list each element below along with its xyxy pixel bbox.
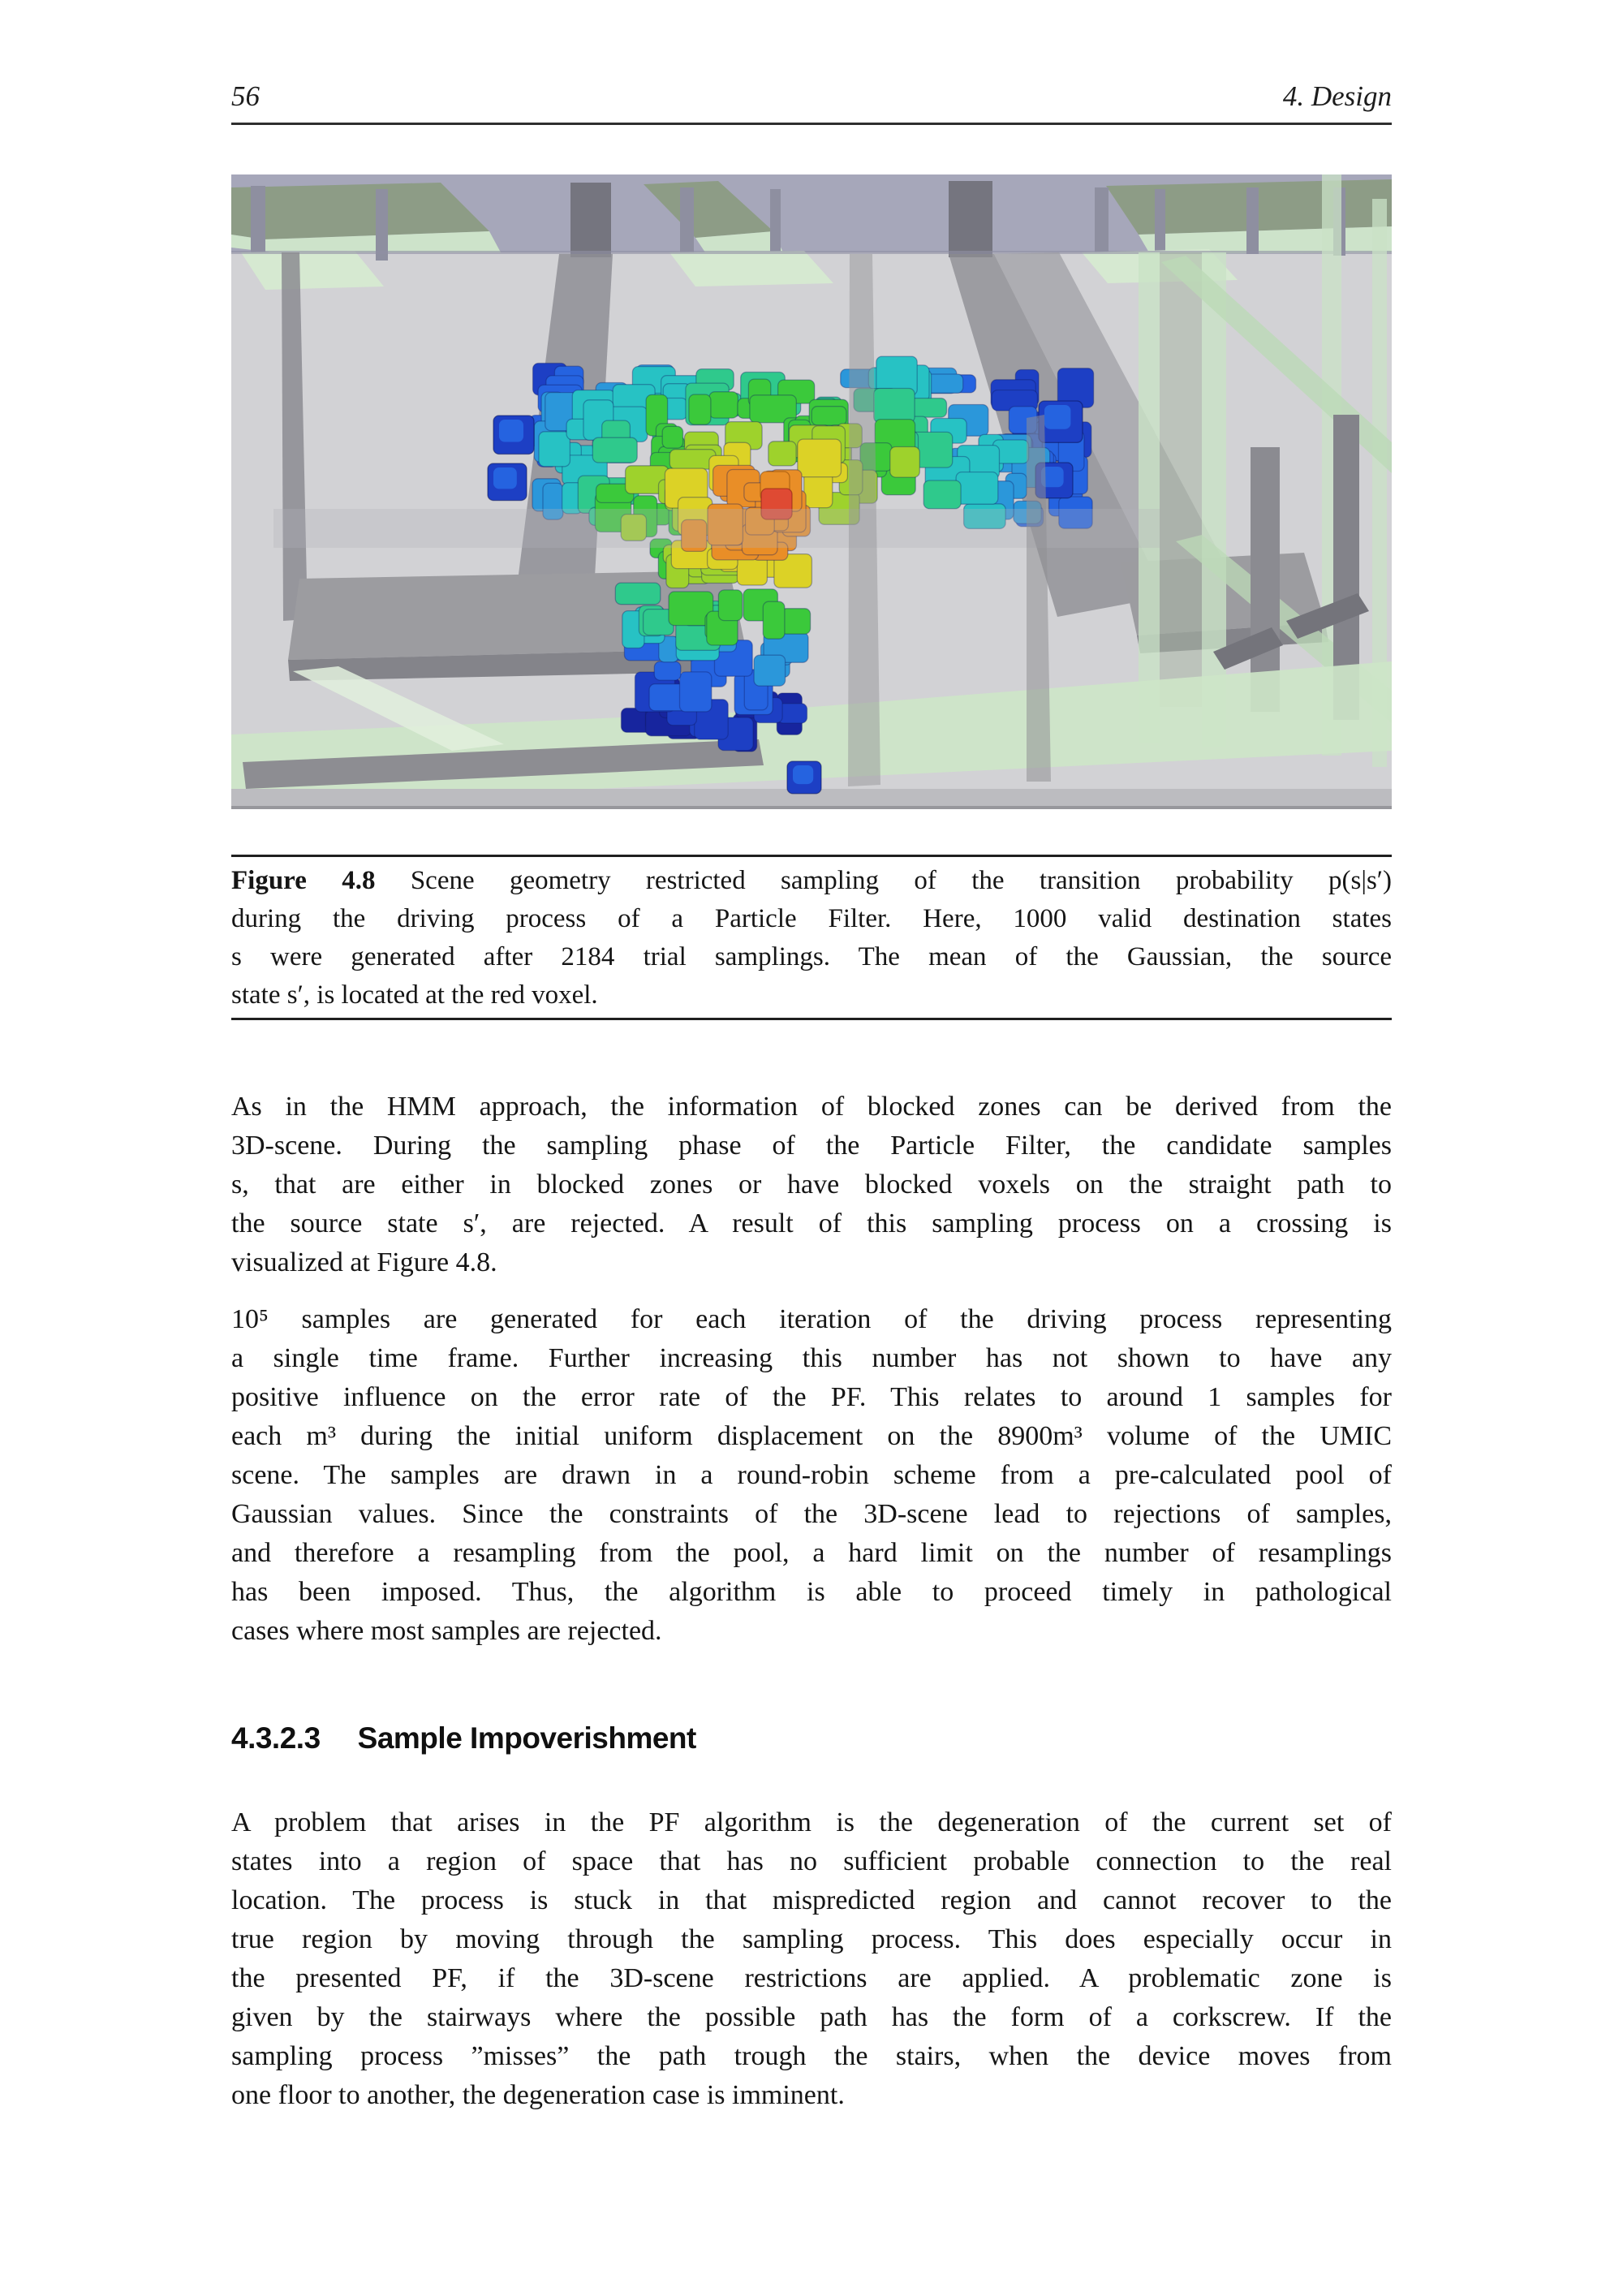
text-line: As in the HMM approach, the information of blocked zones can be derived from the — [231, 1092, 1392, 1122]
caption-rule-top — [231, 855, 1392, 857]
text-line: positive influence on the error rate of the PF. This relates to around 1 samples for — [231, 1382, 1392, 1412]
page-number: 56 — [231, 80, 260, 112]
running-header — [231, 80, 1392, 113]
text-line: a single time frame. Further increasing this number has not shown to have any — [231, 1343, 1392, 1373]
text-line: scene. The samples are drawn in a round-robin scheme from a pre-calculated pool of — [231, 1460, 1392, 1490]
text-line: cases where most samples are rejected. — [231, 1616, 662, 1646]
text-line: has been imposed. Thus, the algorithm is able to proceed timely in pathological — [231, 1577, 1392, 1607]
text-line: 10⁵ samples are generated for each iteration of the driving process representing — [231, 1304, 1392, 1334]
scene-render — [231, 174, 1392, 809]
paragraph-1 — [231, 1088, 1392, 1282]
text-line: and therefore a resampling from the pool, a hard limit on the number of resamplings — [231, 1538, 1392, 1568]
text-line: given by the stairways where the possible path has the form of a corkscrew. If the — [231, 2002, 1392, 2032]
section-heading — [231, 1719, 1392, 1758]
text-line: the source state s′, are rejected. A result of this sampling process on a crossing is — [231, 1208, 1392, 1238]
paragraph-3 — [231, 1803, 1392, 2115]
text-line: states into a region of space that has no sufficient probable connection to the real — [231, 1846, 1392, 1876]
text-line: each m³ during the initial uniform displacement on the 8900m³ volume of the UMIC — [231, 1421, 1392, 1451]
text-line: Gaussian values. Since the constraints of the 3D-scene lead to rejections of samples, — [231, 1499, 1392, 1529]
section-number: 4.3.2.3 — [231, 1721, 321, 1755]
text-line: sampling process ”misses” the path trough the stairs, when the device moves from — [231, 2041, 1392, 2071]
text-line: 3D-scene. During the sampling phase of the Particle Filter, the candidate samples — [231, 1131, 1392, 1161]
caption-rule-bottom — [231, 1018, 1392, 1020]
caption-label: Figure 4.8 — [231, 866, 376, 895]
text-line: location. The process is stuck in that mispredicted region and cannot recover to the — [231, 1885, 1392, 1915]
caption-line: during the driving process of a Particle Filter. Here, 1000 valid destination states — [231, 904, 1392, 933]
text-line: visualized at Figure 4.8. — [231, 1247, 497, 1277]
paragraph-2 — [231, 1300, 1392, 1651]
text-line: s, that are either in blocked zones or have blocked voxels on the straight path to — [231, 1170, 1392, 1200]
text-line: true region by moving through the sampling process. This does especially occur in — [231, 1924, 1392, 1954]
figure-4-8-image — [231, 174, 1392, 809]
chapter-title: 4. Design — [1282, 80, 1392, 112]
text-line: one floor to another, the degeneration case is imminent. — [231, 2080, 845, 2110]
text-line: the presented PF, if the 3D-scene restrictions are applied. A problematic zone is — [231, 1963, 1392, 1993]
section-title: Sample Impoverishment — [357, 1721, 696, 1755]
header-rule — [231, 123, 1392, 125]
text-line: A problem that arises in the PF algorithm is the degeneration of the current set of — [231, 1807, 1392, 1837]
caption-line: state s′, is located at the red voxel. — [231, 980, 598, 1010]
figure-caption — [231, 862, 1392, 1014]
caption-line: Figure 4.8 Scene geometry restricted sampling of the transition probability p(s|s′) — [231, 866, 1392, 895]
caption-line: s were generated after 2184 trial samplings. The mean of the Gaussian, the source — [231, 942, 1392, 971]
